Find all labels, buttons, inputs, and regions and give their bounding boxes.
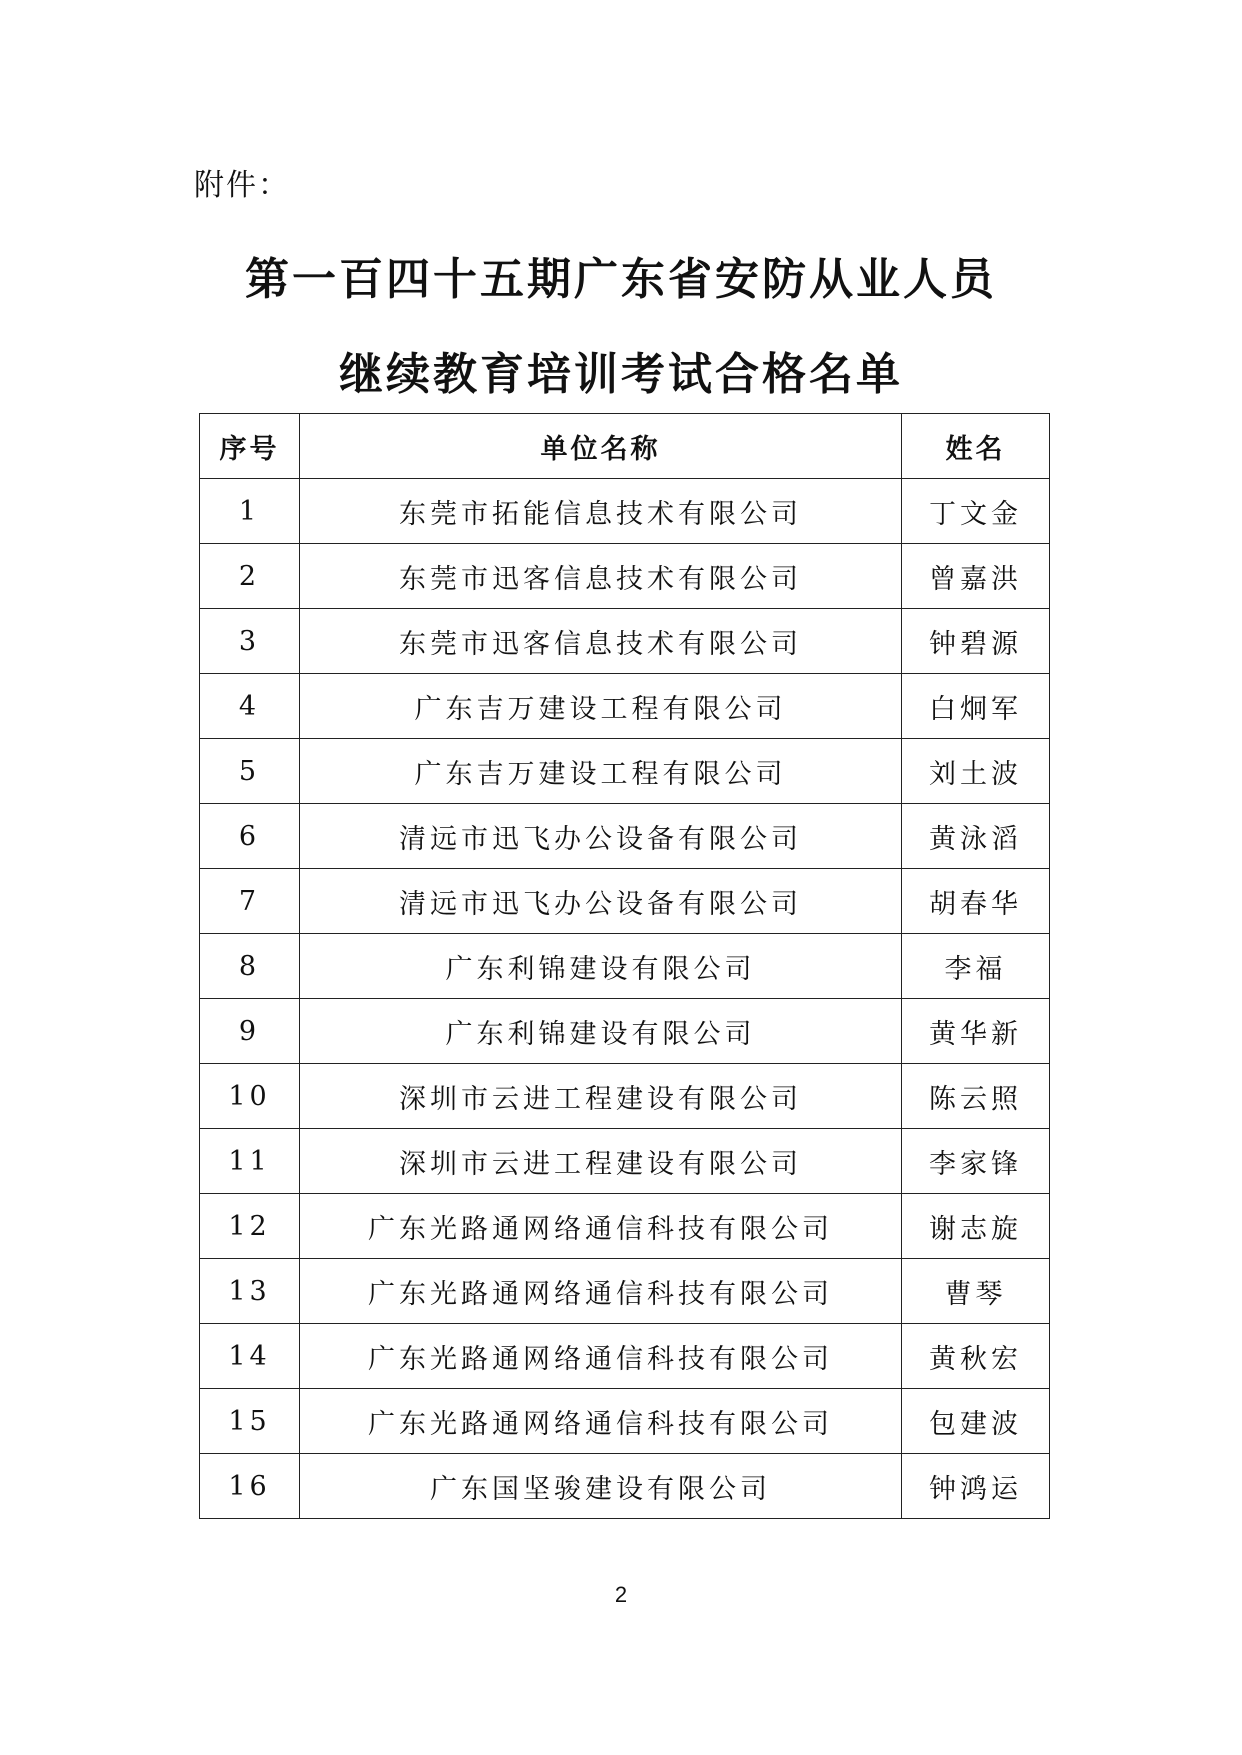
table-row — [200, 1324, 1050, 1389]
person-name-cell: 曹琴 — [902, 1259, 1050, 1324]
person-name-cell: 李福 — [902, 934, 1050, 999]
person-name-cell: 曾嘉洪 — [902, 544, 1050, 609]
page-number: 2 — [614, 1582, 628, 1607]
company-name-cell: 广东光路通网络通信科技有限公司 — [300, 1324, 902, 1389]
table-row — [200, 804, 1050, 869]
company-name-cell: 广东吉万建设工程有限公司 — [300, 674, 902, 739]
serial-number-cell: 14 — [200, 1324, 300, 1389]
company-name-cell: 广东国坚骏建设有限公司 — [300, 1454, 902, 1519]
company-name-cell: 东莞市迅客信息技术有限公司 — [300, 609, 902, 674]
table-row — [200, 479, 1050, 544]
table-row — [200, 869, 1050, 934]
serial-number-cell: 12 — [200, 1194, 300, 1259]
company-name-cell: 广东利锦建设有限公司 — [300, 999, 902, 1064]
person-name-cell: 丁文金 — [902, 479, 1050, 544]
person-name-cell: 胡春华 — [902, 869, 1050, 934]
table-row — [200, 1259, 1050, 1324]
company-name-cell: 清远市迅飞办公设备有限公司 — [300, 804, 902, 869]
serial-number-cell: 15 — [200, 1389, 300, 1454]
person-name-cell: 黄秋宏 — [902, 1324, 1050, 1389]
serial-number-cell: 8 — [200, 934, 300, 999]
table-body — [200, 479, 1050, 1519]
serial-number-cell: 5 — [200, 739, 300, 804]
attachment-label: 附件： — [194, 168, 290, 203]
table-header-row — [200, 414, 1050, 479]
serial-number-cell: 11 — [200, 1129, 300, 1194]
table-row — [200, 1129, 1050, 1194]
company-name-cell: 深圳市云进工程建设有限公司 — [300, 1064, 902, 1129]
table-row — [200, 999, 1050, 1064]
person-name-cell: 李家锋 — [902, 1129, 1050, 1194]
table-row — [200, 934, 1050, 999]
company-name-cell: 深圳市云进工程建设有限公司 — [300, 1129, 902, 1194]
serial-number-cell: 1 — [200, 479, 300, 544]
document-title-line-2: 继续教育培训考试合格名单 — [339, 349, 903, 400]
person-name-cell: 谢志旋 — [902, 1194, 1050, 1259]
company-name-cell: 广东光路通网络通信科技有限公司 — [300, 1389, 902, 1454]
serial-number-cell: 4 — [200, 674, 300, 739]
company-name-cell: 清远市迅飞办公设备有限公司 — [300, 869, 902, 934]
table-row — [200, 1064, 1050, 1129]
person-name-cell: 钟碧源 — [902, 609, 1050, 674]
serial-number-cell: 2 — [200, 544, 300, 609]
table-row — [200, 674, 1050, 739]
header-company-name: 单位名称 — [300, 414, 902, 479]
serial-number-cell: 6 — [200, 804, 300, 869]
person-name-cell: 黄泳滔 — [902, 804, 1050, 869]
serial-number-cell: 7 — [200, 869, 300, 934]
company-name-cell: 东莞市拓能信息技术有限公司 — [300, 479, 902, 544]
company-name-cell: 广东吉万建设工程有限公司 — [300, 739, 902, 804]
table-row — [200, 544, 1050, 609]
company-name-cell: 广东利锦建设有限公司 — [300, 934, 902, 999]
person-name-cell: 白炯军 — [902, 674, 1050, 739]
table-row — [200, 739, 1050, 804]
serial-number-cell: 10 — [200, 1064, 300, 1129]
serial-number-cell: 13 — [200, 1259, 300, 1324]
company-name-cell: 东莞市迅客信息技术有限公司 — [300, 544, 902, 609]
person-name-cell: 包建波 — [902, 1389, 1050, 1454]
qualified-list-table — [199, 413, 1050, 1519]
serial-number-cell: 9 — [200, 999, 300, 1064]
header-serial-number: 序号 — [200, 414, 300, 479]
person-name-cell: 钟鸿运 — [902, 1454, 1050, 1519]
document-title-line-1: 第一百四十五期广东省安防从业人员 — [245, 254, 997, 305]
table-row — [200, 1389, 1050, 1454]
person-name-cell: 刘土波 — [902, 739, 1050, 804]
company-name-cell: 广东光路通网络通信科技有限公司 — [300, 1259, 902, 1324]
person-name-cell: 陈云照 — [902, 1064, 1050, 1129]
company-name-cell: 广东光路通网络通信科技有限公司 — [300, 1194, 902, 1259]
table-row — [200, 1454, 1050, 1519]
person-name-cell: 黄华新 — [902, 999, 1050, 1064]
table-row — [200, 609, 1050, 674]
table-row — [200, 1194, 1050, 1259]
serial-number-cell: 3 — [200, 609, 300, 674]
header-person-name: 姓名 — [902, 414, 1050, 479]
serial-number-cell: 16 — [200, 1454, 300, 1519]
